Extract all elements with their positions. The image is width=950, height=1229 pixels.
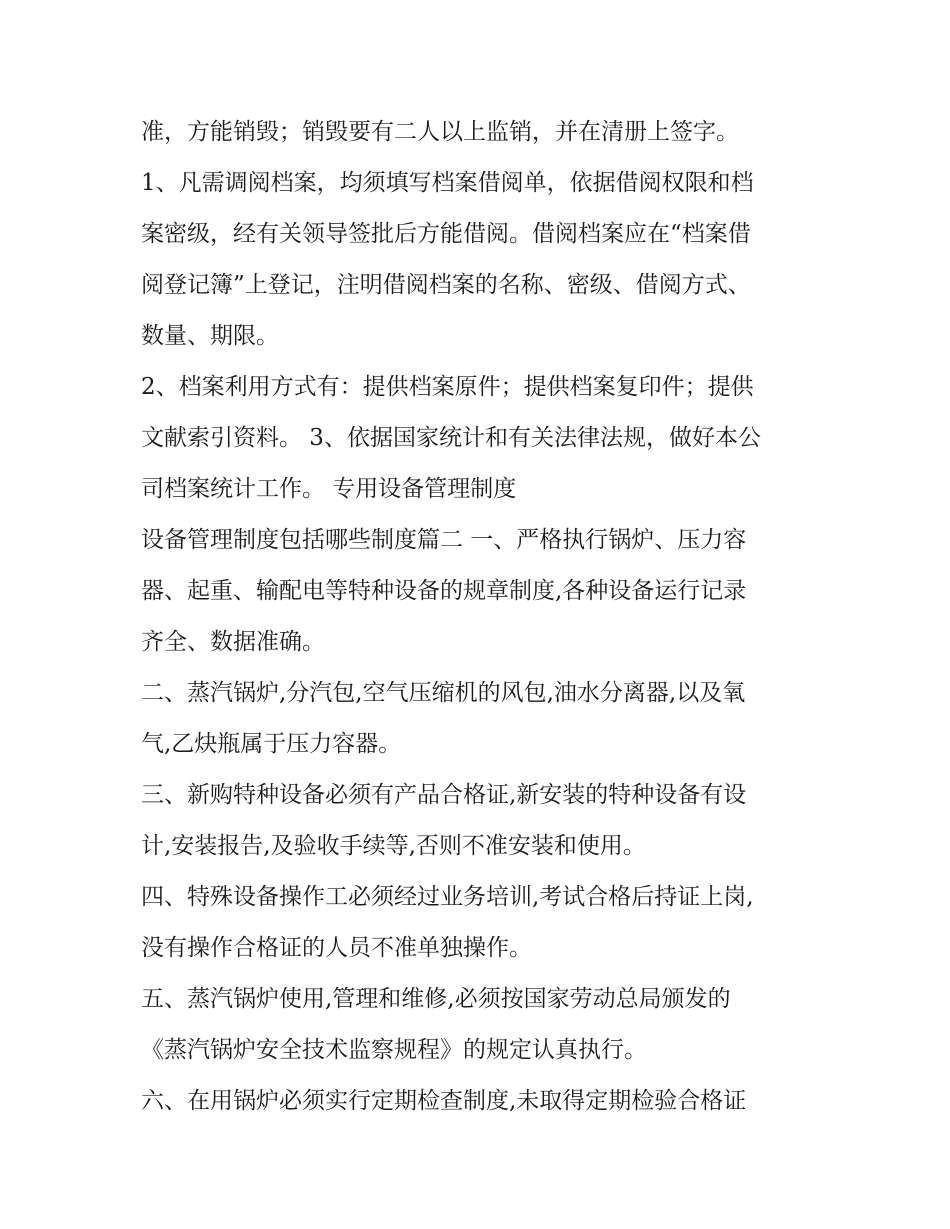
text-line-11: 齐全、数据准确。 — [141, 629, 325, 655]
text-line-3: 案密级，经有关领导签批后方能借阅。借阅档案应在“档案借 — [141, 221, 751, 247]
text-line-7: 文献索引资料。 3、依据国家统计和有关法律法规，做好本公 — [141, 425, 761, 451]
text-line-2: 1、凡需调阅档案，均须填写档案借阅单，依据借阅权限和档 — [141, 170, 754, 196]
text-line-16: 四、特殊设备操作工必须经过业务培训,考试合格后持证上岗, — [141, 884, 754, 910]
text-line-5: 数量、期限。 — [141, 323, 279, 349]
text-line-15: 计,安装报告,及验收手续等,否则不准安装和使用。 — [141, 833, 646, 859]
text-line-14: 三、新购特种设备必须有产品合格证,新安装的特种设备有设 — [141, 782, 747, 808]
document-body — [141, 107, 821, 1127]
text-line-9: 设备管理制度包括哪些制度篇二 一、严格执行锅炉、压力容 — [141, 527, 747, 553]
text-line-4: 阅登记簿”上登记，注明借阅档案的名称、密级、借阅方式、 — [141, 272, 751, 298]
text-line-1: 准，方能销毁；销毁要有二人以上监销，并在清册上签字。 — [141, 119, 739, 145]
text-line-17: 没有操作合格证的人员不准单独操作。 — [141, 935, 532, 961]
text-line-19: 《蒸汽锅炉安全技术监察规程》的规定认真执行。 — [141, 1037, 647, 1063]
text-line-10: 器、起重、输配电等特种设备的规章制度,各种设备运行记录 — [141, 578, 747, 604]
text-line-13: 气,乙炔瓶属于压力容器。 — [141, 731, 402, 757]
text-line-12: 二、蒸汽锅炉,分汽包,空气压缩机的风包,油水分离器,以及氧 — [141, 680, 746, 706]
text-line-20: 六、在用锅炉必须实行定期检查制度,未取得定期检验合格证 — [141, 1088, 747, 1114]
text-line-8: 司档案统计工作。 专用设备管理制度 — [141, 476, 517, 502]
text-line-6: 2、档案利用方式有：提供档案原件；提供档案复印件；提供 — [141, 374, 754, 400]
text-line-18: 五、蒸汽锅炉使用,管理和维修,必须按国家劳动总局颁发的 — [141, 986, 731, 1012]
